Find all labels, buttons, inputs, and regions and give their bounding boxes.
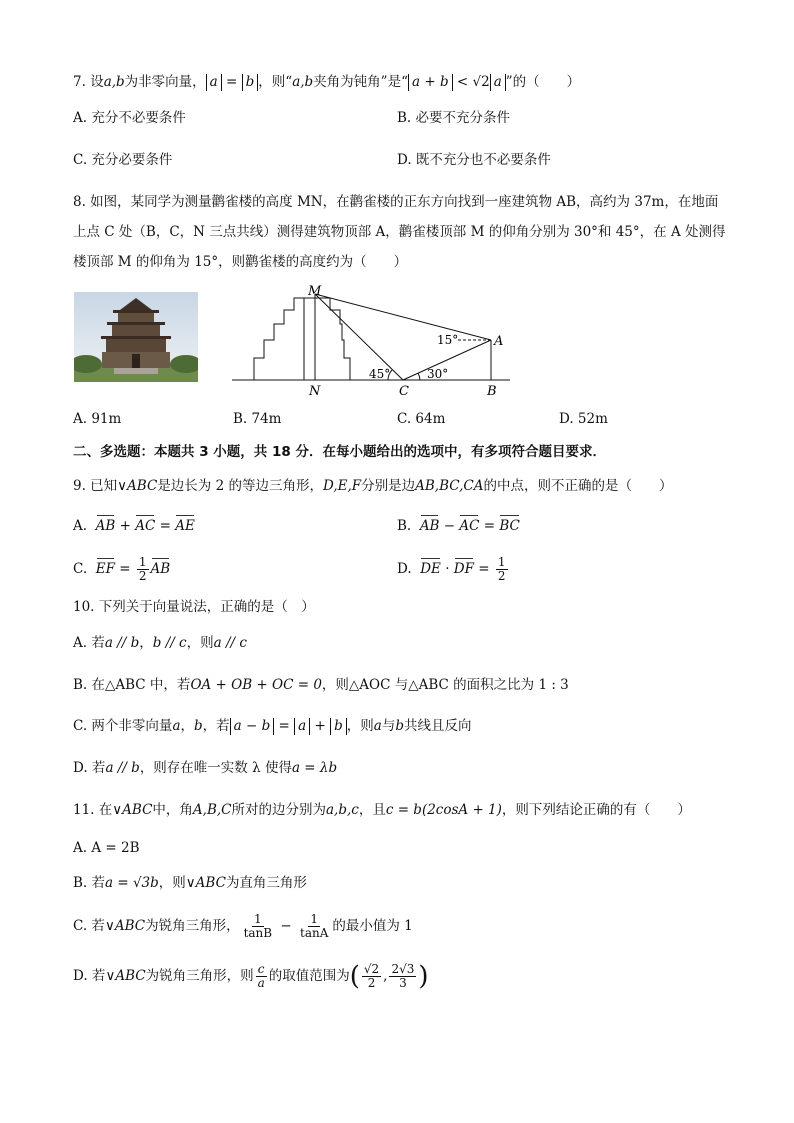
abs: b xyxy=(330,718,347,735)
option-label: D. xyxy=(397,561,412,577)
expr: OA + OB + OC = 0 xyxy=(190,677,322,693)
q7-lt: < xyxy=(452,74,473,90)
fraction xyxy=(137,556,149,583)
triangle: ∨ABC xyxy=(104,918,146,934)
vec: AE xyxy=(175,518,195,534)
denominator: tanB xyxy=(243,926,273,940)
expr: a // b xyxy=(104,635,140,651)
numerator: c xyxy=(257,962,265,976)
op: = xyxy=(274,718,295,734)
text: ， xyxy=(139,635,153,651)
q7-option-b[interactable]: B. 必要不充分条件 xyxy=(397,110,511,126)
text: C. 若 xyxy=(73,918,105,934)
abs: a xyxy=(294,718,310,735)
denominator: a xyxy=(257,976,265,990)
q10-option-c[interactable] xyxy=(73,716,472,736)
q8-option-b[interactable]: B. 74m xyxy=(233,411,282,427)
text: ，则 xyxy=(346,718,374,734)
vec: DE xyxy=(420,561,441,577)
text: 所对的边分别为 xyxy=(231,802,326,818)
q7-text: ”的（ ） xyxy=(505,74,581,90)
op: = xyxy=(479,518,500,534)
q7-text: 夹角为钝角”是“ xyxy=(313,74,408,90)
text: 共线且反向 xyxy=(404,718,472,734)
text: 为锐角三角形，则 xyxy=(145,968,254,984)
op: · xyxy=(440,561,454,577)
text: C. 两个非零向量 xyxy=(73,718,173,734)
vec: BC xyxy=(499,518,520,534)
q7-sqrt2: √2 xyxy=(472,74,490,90)
vec: AB xyxy=(150,561,171,577)
triangle: ∨ABC xyxy=(185,875,226,891)
q8-figure xyxy=(228,282,518,400)
text: 的取值范围为 xyxy=(268,968,350,984)
q11-stem xyxy=(73,800,691,820)
q7-abs-a: a xyxy=(206,74,222,91)
sides: a,b,c xyxy=(326,802,359,818)
option-label: C. xyxy=(73,561,88,577)
fraction xyxy=(242,913,275,940)
q10-option-a[interactable] xyxy=(73,633,247,653)
equation: c = b(2cosA + 1) xyxy=(385,802,502,818)
numerator: 1 xyxy=(254,912,262,926)
text: ，则 xyxy=(186,635,214,651)
text: D. 若 xyxy=(73,968,106,984)
numerator: √2 xyxy=(363,962,380,976)
text: 为锐角三角形， xyxy=(145,918,240,934)
denominator: 2 xyxy=(367,976,376,990)
comma: , xyxy=(383,968,388,984)
expr: a xyxy=(172,718,181,734)
q7-abs-sum: a + b xyxy=(408,74,453,91)
text: 11. 在 xyxy=(73,802,113,818)
text: ，则 xyxy=(158,875,186,891)
q7-option-c[interactable]: C. 充分必要条件 xyxy=(73,152,173,168)
text: 中，角 xyxy=(152,802,193,818)
text: 为直角三角形 xyxy=(225,875,307,891)
text: ，则△AOC 与△ABC 的面积之比为 1 : 3 xyxy=(321,677,569,693)
text: ， xyxy=(180,718,194,734)
text: D. 若 xyxy=(73,760,106,776)
q9-text: 分别是边 xyxy=(361,478,416,494)
q7-text: 设 xyxy=(90,74,104,90)
numerator: 1 xyxy=(138,555,147,569)
op: − xyxy=(276,918,297,934)
q8-option-c[interactable]: C. 64m xyxy=(397,411,446,427)
tower-outline-left xyxy=(254,298,304,380)
op: = xyxy=(155,518,176,534)
arc-30 xyxy=(418,373,420,380)
label-angle-15: 15° xyxy=(437,333,459,347)
denominator: 3 xyxy=(399,976,407,990)
text: ，且 xyxy=(358,802,386,818)
expr: a = λb xyxy=(291,760,338,776)
vec: AB xyxy=(95,518,116,534)
q8-option-d[interactable]: D. 52m xyxy=(559,411,608,427)
label-B: B xyxy=(487,384,497,399)
op: = xyxy=(114,561,135,577)
q8-option-a[interactable]: A. 91m xyxy=(73,411,122,427)
label-angle-30: 30° xyxy=(427,367,449,381)
q9-text: 是边长为 2 的等边三角形， xyxy=(157,478,323,494)
text: A. 若 xyxy=(73,635,105,651)
q11-option-b[interactable] xyxy=(73,873,307,893)
denominator: 2 xyxy=(497,569,506,583)
q8-line2: 上点 C 处（B，C，N 三点共线）测得建筑物顶部 A，鹳雀楼顶部 M 的仰角分别为 30°和 45°，在 A 处测得 xyxy=(73,224,726,240)
q7-option-d[interactable]: D. 既不充分也不必要条件 xyxy=(397,152,551,168)
q9-option-c[interactable] xyxy=(73,556,170,583)
option-label: B. xyxy=(397,518,412,534)
q9-triangle: ∨ABC xyxy=(117,478,158,494)
abs: a − b xyxy=(230,718,275,735)
expr: a // c xyxy=(213,635,247,651)
fraction xyxy=(298,913,330,940)
q9-points: D,E,F xyxy=(322,478,362,494)
op: − xyxy=(439,518,460,534)
text: B. 若 xyxy=(73,875,106,891)
fraction xyxy=(389,963,416,990)
text: B. 在△ABC 中，若 xyxy=(73,677,191,693)
q7-abs-b: b xyxy=(242,74,259,91)
text: 与 xyxy=(381,718,396,734)
q11-option-d[interactable] xyxy=(73,962,429,990)
numerator: 1 xyxy=(310,912,319,926)
expr: b xyxy=(395,718,404,734)
q10-stem: 10. 下列关于向量说法，正确的是（ ） xyxy=(73,599,315,615)
label-C: C xyxy=(399,384,409,399)
q11-option-c[interactable] xyxy=(73,912,413,940)
fraction xyxy=(256,963,267,990)
numerator: 2√3 xyxy=(391,962,415,976)
tower-outline-right xyxy=(304,298,350,380)
label-angle-45: 45° xyxy=(369,367,391,381)
vec: EF xyxy=(95,561,115,577)
q9-sides: AB,BC,CA xyxy=(415,478,484,494)
angles: A,B,C xyxy=(192,802,232,818)
q7-vectors: a,b xyxy=(103,74,125,90)
q9-text: 9. 已知 xyxy=(73,478,118,494)
label-A: A xyxy=(494,334,504,349)
q9-option-d[interactable] xyxy=(397,556,510,583)
q7-stem xyxy=(73,72,580,92)
q7-text: 为非零向量， xyxy=(124,74,206,90)
op: + xyxy=(115,518,136,534)
label-M: M xyxy=(308,284,322,299)
expr: b // c xyxy=(152,635,187,651)
triangle: ∨ABC xyxy=(112,802,153,818)
q10-option-b[interactable] xyxy=(73,675,569,695)
q9-option-a[interactable] xyxy=(73,516,195,536)
tower-photo xyxy=(74,292,198,382)
expr: b xyxy=(194,718,203,734)
vec: AB xyxy=(419,518,440,534)
denominator: tanA xyxy=(300,926,329,940)
q11-option-a[interactable]: A. A = 2B xyxy=(73,840,140,856)
op: = xyxy=(474,561,494,577)
op: + xyxy=(310,718,331,734)
q7-number: 7. xyxy=(73,74,86,90)
option-label: A. xyxy=(73,518,88,534)
vec: AC xyxy=(135,518,156,534)
q7-option-a[interactable]: A. 充分不必要条件 xyxy=(73,110,186,126)
q9-text: 的中点，则不正确的是（ ） xyxy=(483,478,673,494)
close-paren: ) xyxy=(418,961,429,992)
q9-option-b[interactable] xyxy=(397,516,520,536)
q7-vectors: a,b xyxy=(292,74,314,90)
text: ，则下列结论正确的有（ ） xyxy=(501,802,691,818)
section-2-title: 二、多选题：本题共 3 小题，共 18 分．在每小题给出的选项中，有多项符合题目要求． xyxy=(73,444,606,460)
fraction xyxy=(362,963,381,990)
expr: a = √3b xyxy=(105,875,159,891)
triangle: ∨ABC xyxy=(105,968,146,984)
open-paren: ( xyxy=(349,961,360,992)
q10-option-d[interactable] xyxy=(73,758,337,778)
expr: a // b xyxy=(105,760,140,776)
q9-stem xyxy=(73,476,673,496)
text: ，则存在唯一实数 λ 使得 xyxy=(139,760,292,776)
q8-line3: 楼顶部 M 的仰角为 15°，则鹳雀楼的高度约为（ ） xyxy=(73,254,408,270)
numerator: 1 xyxy=(497,555,506,569)
label-N: N xyxy=(309,384,321,399)
fraction xyxy=(496,556,508,583)
text: 的最小值为 1 xyxy=(332,918,413,934)
q8-line1: 8. 如图，某同学为测量鹳雀楼的高度 MN，在鹳雀楼的正东方向找到一座建筑物 AB，高约为 37m，在地面 xyxy=(73,194,719,210)
vec: DF xyxy=(453,561,474,577)
q7-eq: = xyxy=(221,74,242,90)
text: ，若 xyxy=(202,718,230,734)
expr: a xyxy=(373,718,382,734)
segment-MA xyxy=(315,294,491,340)
vec: AC xyxy=(459,518,480,534)
denominator: 2 xyxy=(138,569,147,583)
q7-abs-a2: a xyxy=(490,74,506,91)
q7-text: ，则“ xyxy=(258,74,293,90)
